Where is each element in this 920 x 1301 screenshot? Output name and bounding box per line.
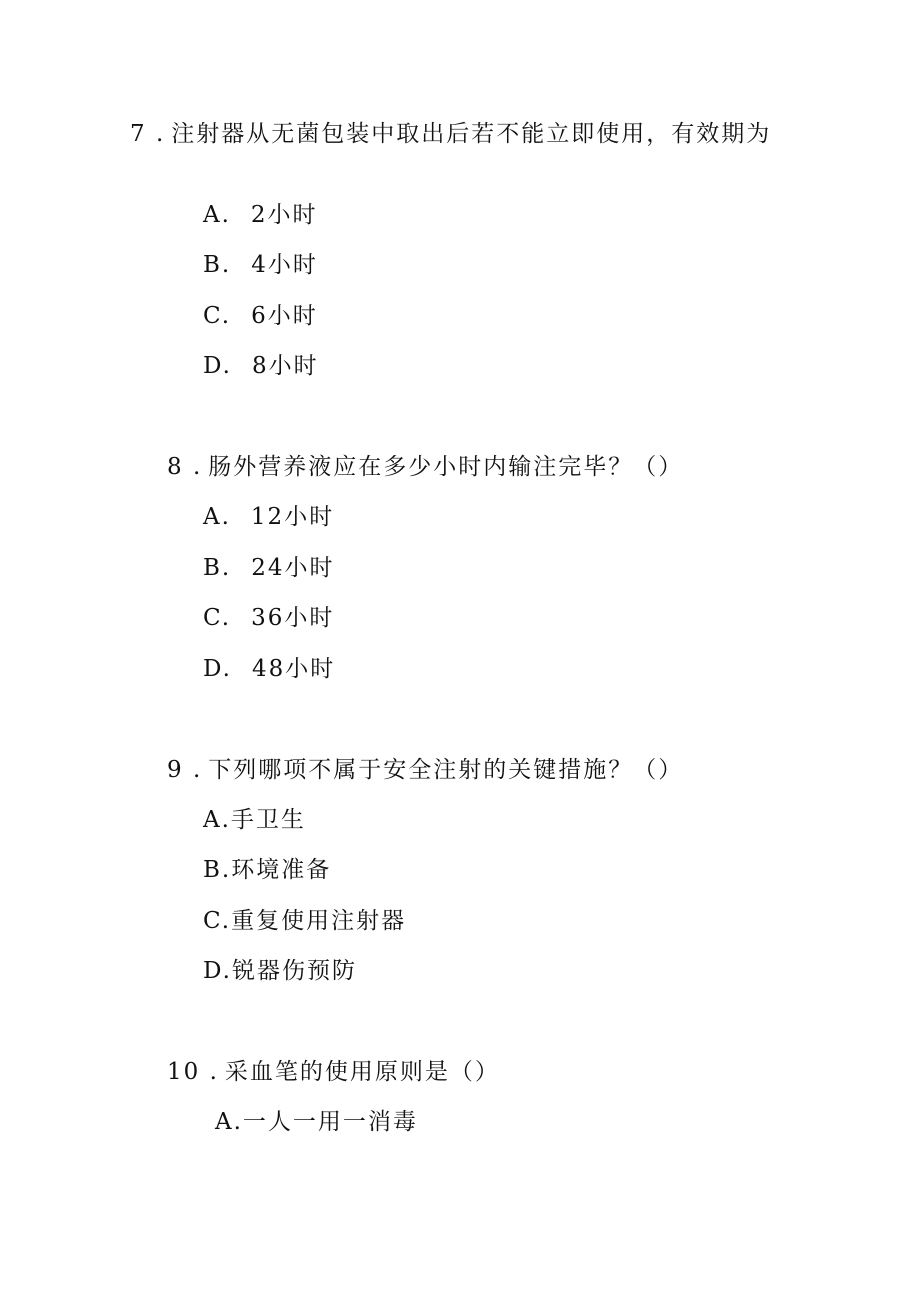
option-9-d — [203, 957, 357, 985]
question-number: 7 . — [130, 121, 166, 147]
question-number: 8 . — [167, 454, 203, 480]
option-text: 4小时 — [251, 252, 318, 278]
option-letter: D. — [203, 656, 232, 682]
option-7-a — [203, 201, 318, 229]
option-8-a — [203, 503, 334, 531]
option-letter: C. — [203, 908, 232, 934]
question-text: 注射器从无菌包装中取出后若不能立即使用，有效期为 — [171, 121, 772, 147]
option-text: 36小时 — [251, 605, 335, 631]
option-letter: C. — [203, 605, 232, 631]
question-number: 9 . — [167, 757, 203, 783]
option-letter: A. — [203, 504, 231, 530]
option-8-b — [203, 554, 335, 582]
option-letter: B. — [203, 252, 232, 278]
option-letter: C. — [203, 303, 232, 329]
option-10-a — [215, 1108, 418, 1136]
option-text: 8小时 — [251, 353, 319, 379]
option-text: 24小时 — [251, 555, 335, 581]
option-letter: A. — [215, 1109, 243, 1135]
option-letter: A. — [203, 202, 231, 228]
question-9 — [167, 756, 683, 784]
option-text: 锐器伤预防 — [231, 958, 357, 984]
option-letter: D. — [203, 353, 232, 379]
option-text: 12小时 — [250, 504, 335, 530]
option-letter: D. — [203, 958, 232, 984]
option-9-a — [203, 806, 306, 834]
option-7-b — [203, 251, 318, 279]
question-7 — [130, 120, 771, 148]
question-text: 肠外营养液应在多少小时内输注完毕？（） — [208, 454, 684, 480]
option-text: 48小时 — [251, 656, 336, 682]
option-letter: B. — [203, 555, 232, 581]
option-letter: A. — [203, 807, 231, 833]
option-text: 6小时 — [251, 303, 318, 329]
question-8 — [167, 453, 683, 481]
option-text: 2小时 — [250, 202, 318, 228]
option-text: 手卫生 — [230, 807, 306, 833]
option-7-d — [203, 352, 319, 380]
option-letter: B. — [203, 857, 232, 883]
option-text: 一人一用一消毒 — [242, 1109, 418, 1135]
question-text: 采血笔的使用原则是（） — [224, 1059, 500, 1085]
option-8-d — [203, 655, 335, 683]
option-9-c — [203, 907, 406, 935]
question-10 — [167, 1058, 500, 1086]
question-number: 10 . — [167, 1059, 219, 1085]
option-7-c — [203, 302, 318, 330]
option-text: 环境准备 — [231, 857, 332, 883]
question-text: 下列哪项不属于安全注射的关键措施？（） — [208, 757, 684, 783]
option-8-c — [203, 604, 334, 632]
option-9-b — [203, 856, 331, 884]
option-text: 重复使用注射器 — [231, 908, 407, 934]
